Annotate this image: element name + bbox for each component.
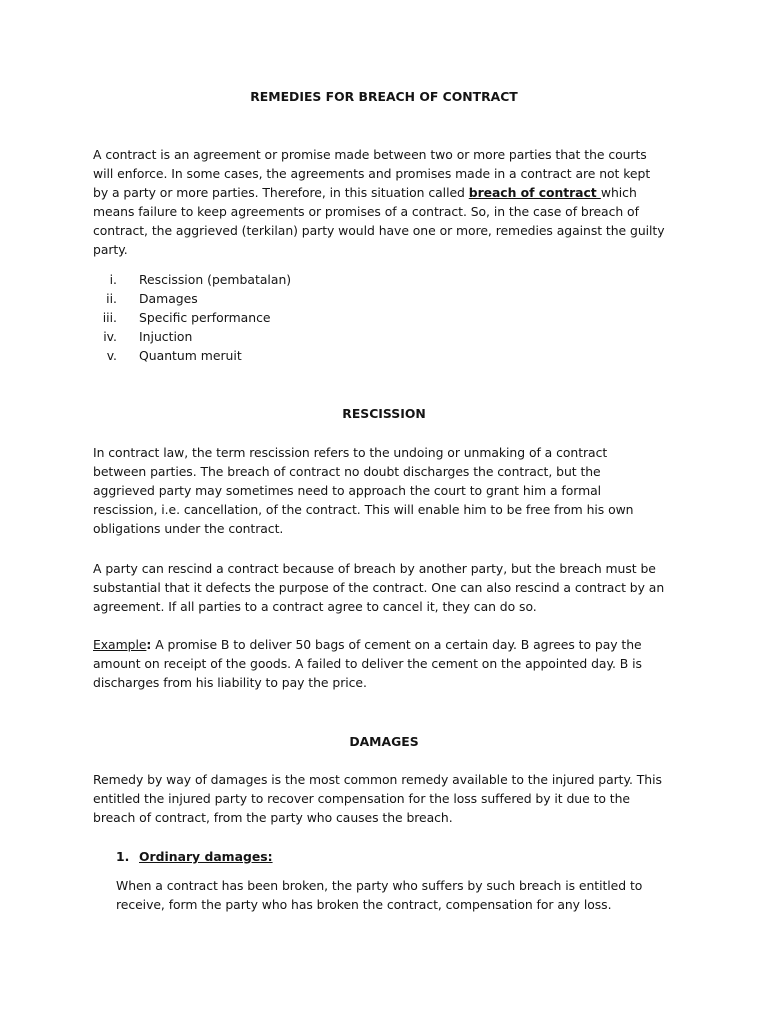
intro-line: means failure to keep agreements or promises of a contract. So, in the case of breach of — [93, 204, 639, 219]
example-text: A promise B to deliver 50 bags of cement on a certain day. B agrees to pay the — [151, 637, 642, 652]
paragraph-line: A party can rescind a contract because of breach by another party, but the breach must be — [93, 561, 656, 576]
example-line: amount on receipt of the goods. A failed to deliver the cement on the appointed day. B is — [93, 656, 642, 671]
list-number: i. — [109, 272, 117, 287]
paragraph-line: rescission, i.e. cancellation, of the contract. This will enable him to be free from his own — [93, 502, 634, 517]
list-number: v. — [106, 348, 117, 363]
list-number: iv. — [103, 329, 117, 344]
paragraph-line: When a contract has been broken, the party who suffers by such breach is entitled to — [116, 878, 643, 893]
paragraph-line: agreement. If all parties to a contract agree to cancel it, they can do so. — [93, 599, 537, 614]
intro-line: contract, the aggrieved (terkilan) party would have one or more, remedies against the guilty — [93, 223, 665, 238]
example-label: Example — [93, 637, 147, 652]
paragraph-line: substantial that it defects the purpose of the contract. One can also rescind a contract by an — [93, 580, 665, 595]
example-colon: : — [146, 637, 152, 652]
sub-heading-ordinary-damages: Ordinary damages: — [139, 849, 273, 864]
list-item: Specific performance — [139, 310, 271, 325]
section-heading-damages: DAMAGES — [349, 734, 419, 749]
intro-line: A contract is an agreement or promise made between two or more parties that the courts — [93, 147, 647, 162]
intro-line: will enforce. In some cases, the agreements and promises made in a contract are not kept — [93, 166, 651, 181]
list-item: Injuction — [139, 329, 193, 344]
list-number: ii. — [106, 291, 117, 306]
section-heading-rescission: RESCISSION — [342, 406, 426, 421]
list-number: iii. — [102, 310, 117, 325]
list-item: Damages — [139, 291, 198, 306]
document-title: REMEDIES FOR BREACH OF CONTRACT — [250, 89, 518, 104]
example-line — [93, 635, 642, 654]
list-item: Rescission (pembatalan) — [139, 272, 292, 287]
paragraph-line: between parties. The breach of contract no doubt discharges the contract, but the — [93, 464, 601, 479]
paragraph-line: obligations under the contract. — [93, 521, 284, 536]
intro-text: which — [600, 185, 637, 200]
example-line: discharges from his liability to pay the price. — [93, 675, 367, 690]
paragraph-line: breach of contract, from the party who causes the breach. — [93, 810, 453, 825]
paragraph-line: entitled the injured party to recover compensation for the loss suffered by it due to the — [93, 791, 630, 806]
paragraph-line: receive, form the party who has broken the contract, compensation for any loss. — [116, 897, 612, 912]
paragraph-line: In contract law, the term rescission refers to the undoing or unmaking of a contract — [93, 445, 608, 460]
list-item: Quantum meruit — [139, 348, 242, 363]
breach-of-contract-term: breach of contract — [468, 185, 601, 200]
intro-text: by a party or more parties. Therefore, in this situation called — [93, 185, 469, 200]
paragraph-line: aggrieved party may sometimes need to approach the court to grant him a formal — [93, 483, 602, 498]
intro-line: party. — [93, 242, 128, 257]
paragraph-line: Remedy by way of damages is the most common remedy available to the injured party. This — [93, 772, 662, 787]
sub-list-number: 1. — [116, 849, 130, 864]
intro-line — [93, 183, 637, 202]
